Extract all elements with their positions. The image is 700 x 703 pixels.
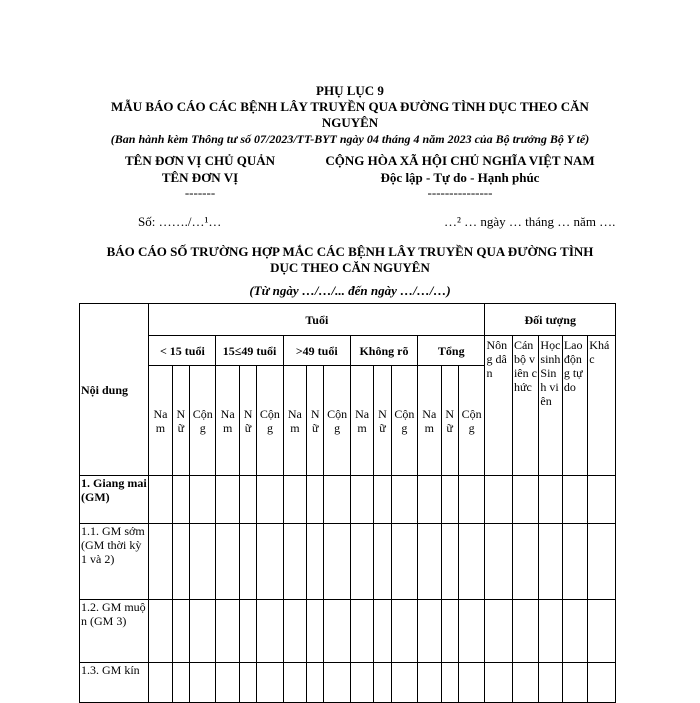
row-label: 1.1. GM sớm (GM thời kỳ 1 và 2) [80, 524, 149, 600]
data-cell [307, 524, 324, 600]
left-divider: ------- [184, 185, 216, 200]
content-header: Nội dung [80, 304, 149, 476]
data-cell [539, 476, 562, 524]
subject-column-header: Khác [588, 336, 616, 476]
data-cell [562, 663, 587, 703]
data-cell [172, 600, 189, 663]
data-cell [485, 600, 513, 663]
data-cell [485, 524, 513, 600]
data-cell [350, 524, 373, 600]
row-label: 1.3. GM kín [80, 663, 149, 703]
data-cell [190, 663, 216, 703]
document-number: Số: ……./…¹… [138, 214, 222, 229]
data-cell [391, 600, 417, 663]
data-cell [458, 663, 485, 703]
data-cell [418, 600, 441, 663]
data-cell [562, 524, 587, 600]
data-cell [149, 476, 172, 524]
subject-column-header: Lao động tự do [562, 336, 587, 476]
report-title-line1: BÁO CÁO SỐ TRƯỜNG HỢP MẮC CÁC BỆNH LÂY TRUYỀN QUA ĐƯỜNG TÌNH [106, 244, 594, 259]
data-cell [190, 524, 216, 600]
sex-column-header: Nữ [374, 366, 391, 476]
data-cell [418, 663, 441, 703]
data-cell [149, 600, 172, 663]
report-table [79, 303, 616, 703]
data-cell [588, 600, 616, 663]
data-cell [172, 524, 189, 600]
parent-unit-name: TÊN ĐƠN VỊ CHỦ QUẢN [125, 153, 275, 168]
data-cell [257, 524, 283, 600]
data-cell [458, 476, 485, 524]
age-group-header: Không rõ [350, 336, 417, 366]
data-cell [441, 524, 458, 600]
data-cell [374, 600, 391, 663]
data-cell [485, 476, 513, 524]
data-cell [441, 663, 458, 703]
data-cell [391, 663, 417, 703]
data-cell [350, 476, 373, 524]
sex-column-header: Nữ [239, 366, 256, 476]
data-cell [283, 663, 306, 703]
data-cell [216, 476, 239, 524]
data-cell [418, 476, 441, 524]
age-header: Tuổi [149, 304, 485, 336]
data-cell [239, 600, 256, 663]
data-cell [562, 476, 587, 524]
sex-column-header: Nam [350, 366, 373, 476]
data-cell [324, 663, 350, 703]
subject-column-header: Cán bộ viên chức [512, 336, 538, 476]
header-row-1 [80, 304, 616, 336]
data-cell [283, 600, 306, 663]
subject-column-header: Nông dân [485, 336, 513, 476]
data-cell [374, 476, 391, 524]
data-cell [391, 524, 417, 600]
data-cell [512, 600, 538, 663]
data-cell [588, 476, 616, 524]
data-cell [324, 600, 350, 663]
data-cell [485, 663, 513, 703]
data-cell [257, 600, 283, 663]
data-cell [441, 476, 458, 524]
document-title-line2: NGUYÊN [321, 115, 379, 130]
data-cell [307, 476, 324, 524]
national-motto: Độc lập - Tự do - Hạnh phúc [380, 170, 540, 185]
data-cell [350, 600, 373, 663]
report-title-line2: DỤC THEO CĂN NGUYÊN [270, 260, 430, 275]
right-divider: --------------- [427, 185, 493, 200]
sex-column-header: Nam [283, 366, 306, 476]
table-row [80, 524, 616, 600]
data-cell [257, 663, 283, 703]
data-cell [190, 476, 216, 524]
sex-column-header: Cộng [391, 366, 417, 476]
age-group-header: < 15 tuổi [149, 336, 216, 366]
sex-column-header: Nam [418, 366, 441, 476]
data-cell [324, 476, 350, 524]
data-cell [239, 476, 256, 524]
data-cell [307, 663, 324, 703]
data-cell [216, 524, 239, 600]
data-cell [539, 600, 562, 663]
data-cell [172, 476, 189, 524]
header-row-2 [80, 336, 616, 366]
data-cell [458, 524, 485, 600]
sex-column-header: Nam [216, 366, 239, 476]
unit-name: TÊN ĐƠN VỊ [161, 170, 239, 185]
appendix-label: PHỤ LỤC 9 [316, 83, 384, 98]
data-cell [588, 524, 616, 600]
sex-column-header: Nữ [172, 366, 189, 476]
table-row [80, 600, 616, 663]
data-cell [172, 663, 189, 703]
data-cell [374, 524, 391, 600]
sex-column-header: Cộng [190, 366, 216, 476]
table-row [80, 476, 616, 524]
table-row [80, 663, 616, 703]
data-cell [374, 663, 391, 703]
data-cell [441, 600, 458, 663]
age-group-header: 15≤49 tuổi [216, 336, 283, 366]
data-cell [539, 663, 562, 703]
national-title: CỘNG HÒA XÃ HỘI CHỦ NGHĨA VIỆT NAM [325, 153, 595, 168]
subject-column-header: Học sinh Sinh viên [539, 336, 562, 476]
data-cell [283, 524, 306, 600]
sex-column-header: Nữ [307, 366, 324, 476]
data-cell [257, 476, 283, 524]
sex-column-header: Nam [149, 366, 172, 476]
age-group-header: Tổng [418, 336, 485, 366]
issued-by-note: (Ban hành kèm Thông tư số 07/2023/TT-BYT ngày 04 tháng 4 năm 2023 của Bộ trưởng Bộ Y tế) [110, 132, 590, 146]
sex-column-header: Cộng [257, 366, 283, 476]
data-cell [190, 600, 216, 663]
data-cell [418, 524, 441, 600]
data-cell [539, 524, 562, 600]
data-cell [149, 663, 172, 703]
data-cell [512, 663, 538, 703]
row-label: 1.2. GM muộn (GM 3) [80, 600, 149, 663]
data-cell [307, 600, 324, 663]
data-cell [216, 663, 239, 703]
data-cell [512, 524, 538, 600]
data-cell [458, 600, 485, 663]
data-cell [239, 663, 256, 703]
sex-column-header: Nữ [441, 366, 458, 476]
data-cell [239, 524, 256, 600]
subject-header: Đối tượng [485, 304, 616, 336]
data-cell [512, 476, 538, 524]
sex-column-header: Cộng [458, 366, 485, 476]
data-cell [216, 600, 239, 663]
data-cell [588, 663, 616, 703]
data-cell [324, 524, 350, 600]
report-period: (Từ ngày …/…/... đến ngày …/…/…) [249, 283, 451, 298]
data-cell [391, 476, 417, 524]
document-date: …² … ngày … tháng … năm …. [444, 214, 616, 229]
document-title-line1: MẪU BÁO CÁO CÁC BỆNH LÂY TRUYỀN QUA ĐƯỜNG TÌNH DỤC THEO CĂN [111, 99, 589, 114]
data-cell [149, 524, 172, 600]
sex-column-header: Cộng [324, 366, 350, 476]
data-cell [283, 476, 306, 524]
data-cell [562, 600, 587, 663]
age-group-header: >49 tuổi [283, 336, 350, 366]
data-cell [350, 663, 373, 703]
row-label: 1. Giang mai (GM) [80, 476, 149, 524]
